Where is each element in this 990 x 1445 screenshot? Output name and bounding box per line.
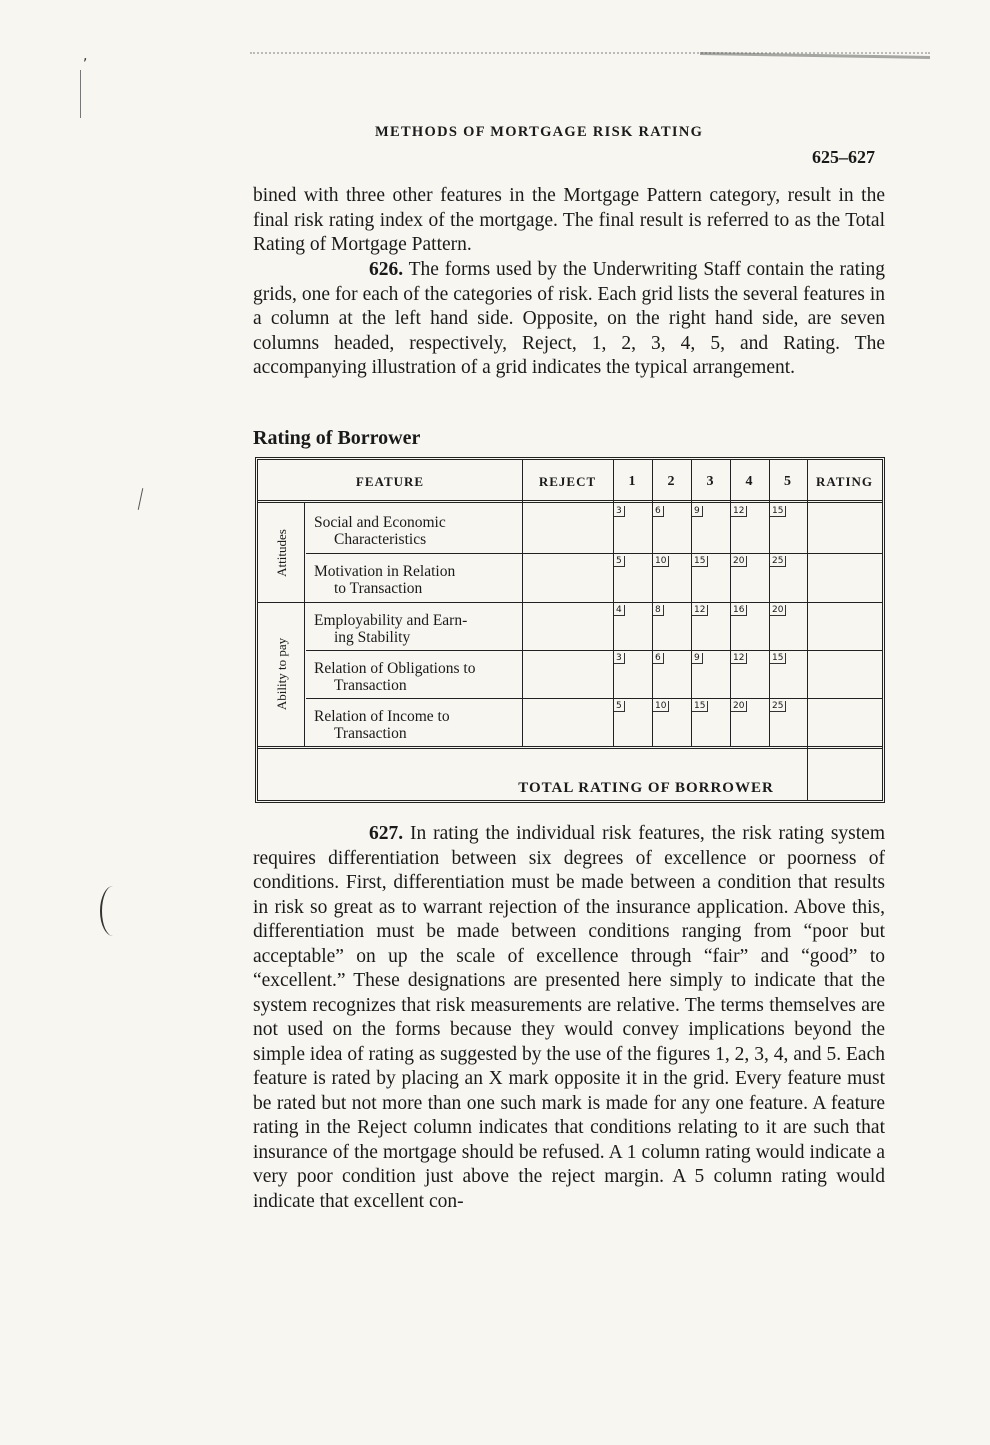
feature-line: Social and Economic bbox=[314, 514, 446, 531]
feature-line: Transaction bbox=[334, 725, 407, 742]
feature-line: Motivation in Relation bbox=[314, 563, 456, 580]
margin-mark: , bbox=[83, 48, 88, 64]
weight-value: 9 bbox=[692, 506, 703, 517]
header-feature: FEATURE bbox=[355, 474, 425, 489]
paragraph-627 bbox=[253, 822, 885, 1214]
header-col-5: 5 bbox=[784, 474, 792, 489]
margin-mark bbox=[80, 70, 81, 118]
paragraph-number: 626. bbox=[369, 259, 404, 280]
running-head: METHODS OF MORTGAGE RISK RATING bbox=[375, 124, 704, 140]
weight-value: 20 bbox=[731, 701, 747, 712]
weight-value: 6 bbox=[653, 506, 664, 517]
header-reject: REJECT bbox=[538, 474, 597, 489]
weight-value: 8 bbox=[653, 605, 664, 616]
weight-value: 12 bbox=[731, 653, 747, 664]
weight-value: 25 bbox=[770, 556, 786, 567]
rating-grid bbox=[255, 457, 885, 803]
weight-value: 5 bbox=[614, 701, 625, 712]
header-col-2: 2 bbox=[667, 474, 676, 489]
weight-value: 15 bbox=[692, 701, 708, 712]
page-number: 625–627 bbox=[812, 147, 875, 167]
weight-value: 12 bbox=[731, 506, 747, 517]
margin-mark bbox=[100, 886, 126, 936]
paragraph-text: The forms used by the Underwriting Staff contain the rating grids, one for each of the categories of risk. Each grid lists the several features in a column at the left hand side. Opposite, on the right hand side, are seven columns headed, respectively, Reject, 1, 2, 3, 4, 5, and Rating. The accompanying illustration of a grid indicates the typical arrangement. bbox=[253, 259, 885, 378]
feature-line: ing Stability bbox=[334, 629, 411, 646]
weight-value: 20 bbox=[731, 556, 747, 567]
paragraph-number: 627. bbox=[369, 823, 404, 844]
weight-value: 10 bbox=[653, 701, 669, 712]
group-label-attitudes: Attitudes bbox=[274, 529, 289, 577]
weight-value: 12 bbox=[692, 605, 708, 616]
weight-value: 15 bbox=[692, 556, 708, 567]
weight-value: 5 bbox=[614, 556, 625, 567]
weight-value: 15 bbox=[770, 653, 786, 664]
feature-label bbox=[314, 514, 520, 548]
feature-line: Employability and Earn- bbox=[314, 612, 468, 629]
header-rating: RATING bbox=[815, 474, 874, 489]
paragraph-626 bbox=[253, 258, 885, 381]
weight-value: 3 bbox=[614, 506, 625, 517]
header-col-1: 1 bbox=[628, 474, 637, 489]
group-label-ability-to-pay: Ability to pay bbox=[274, 637, 289, 711]
header-col-4: 4 bbox=[745, 474, 754, 489]
feature-label bbox=[314, 660, 520, 694]
weight-value: 16 bbox=[731, 605, 747, 616]
weight-value: 10 bbox=[653, 556, 669, 567]
weight-value: 20 bbox=[770, 605, 786, 616]
margin-mark bbox=[138, 488, 144, 510]
paragraph-text: In rating the individual risk features, the risk rating system requires differentiation between six degrees of excellence or poorness of conditions. First, differentiation must be made between a condition that results in risk so great as to warrant rejection of the insurance application. Above this, differentiation must be made between conditions ranging from “poor but acceptable” on up the scale of excellence through “fair” and “good” to “excellent.” These designations are presented here simply to indicate that the system recognizes that risk measurements are relative. The terms themselves are not used on the forms because they would convey implications beyond the simple idea of rating as suggested by the use of the figures 1, 2, 3, 4, and 5. Each feature is rated by placing an X mark opposite it in the grid. Every feature must be rated but not more than one such mark is made for any one feature. A feature rating in the Reject column indicates that conditions relating to it are such that insurance of the mortgage should be refused. A 1 column rating would indicate a very poor condition just above the reject margin. A 5 column rating would indicate that excellent con- bbox=[253, 823, 886, 1212]
header-col-3: 3 bbox=[706, 474, 715, 489]
feature-line: Relation of Income to bbox=[314, 708, 450, 725]
total-rating-label: TOTAL RATING OF BORROWER bbox=[518, 780, 774, 796]
weight-value: 4 bbox=[614, 605, 625, 616]
feature-label bbox=[314, 563, 520, 597]
weight-value: 9 bbox=[692, 653, 703, 664]
feature-label bbox=[314, 612, 520, 646]
feature-line: Characteristics bbox=[334, 531, 427, 548]
grid-title: Rating of Borrower bbox=[253, 427, 421, 449]
feature-label bbox=[314, 708, 520, 742]
feature-line: to Transaction bbox=[334, 580, 423, 597]
weight-value: 3 bbox=[614, 653, 625, 664]
feature-line: Transaction bbox=[334, 677, 407, 694]
paragraph: bined with three other features in the Mortgage Pattern category, result in the final risk rating index of the mortgage. The final result is referred to as the Total Rating of Mortgage Pattern. bbox=[253, 185, 885, 255]
weight-value: 6 bbox=[653, 653, 664, 664]
weight-value: 25 bbox=[770, 701, 786, 712]
feature-line: Relation of Obligations to bbox=[314, 660, 476, 677]
weight-value: 15 bbox=[770, 506, 786, 517]
